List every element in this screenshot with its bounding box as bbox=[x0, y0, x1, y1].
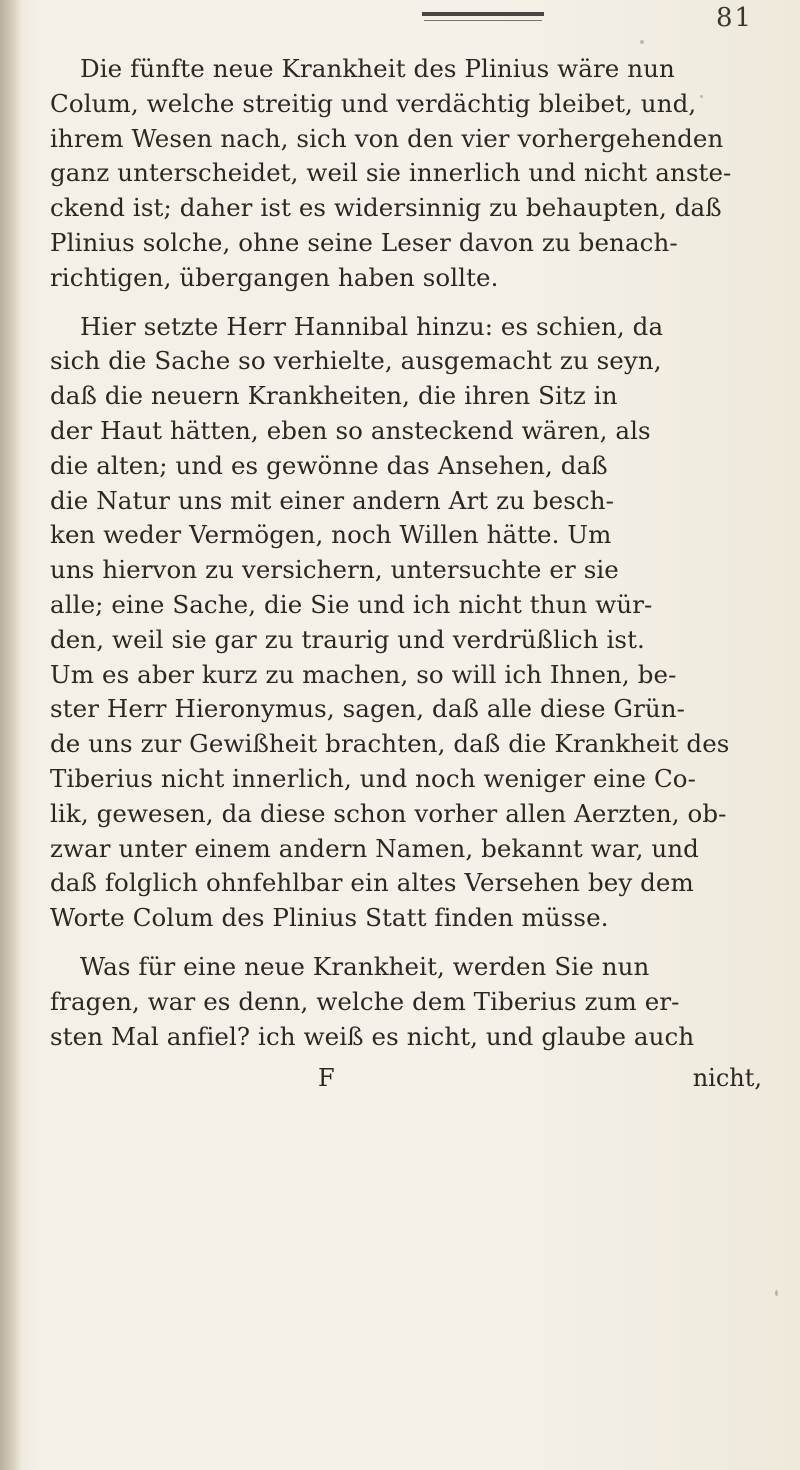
text-line: Die fünfte neue Krankheit des Plinius wäre nun bbox=[80, 54, 675, 83]
text-line: ster Herr Hieronymus, sagen, daß alle diese Grün- bbox=[50, 694, 686, 724]
header-rule-thick bbox=[422, 12, 544, 16]
paragraph-3 bbox=[50, 950, 770, 1054]
page-number: 81 bbox=[716, 3, 754, 33]
text-line: Tiberius nicht innerlich, und noch weniger eine Co- bbox=[50, 763, 697, 793]
text-line: die alten; und es gewönne das Ansehen, daß bbox=[50, 450, 608, 480]
text-line: ihrem Wesen nach, sich von den vier vorhergehenden bbox=[50, 123, 724, 153]
text-line: sich die Sache so verhielte, ausgemacht zu seyn, bbox=[50, 346, 662, 376]
header-rule-thin bbox=[424, 20, 542, 21]
text-line: der Haut hätten, eben so ansteckend wären, als bbox=[50, 415, 651, 445]
text-line: ganz unterscheidet, weil sie innerlich und nicht anste- bbox=[50, 158, 732, 188]
text-line: daß folglich ohnfehlbar ein altes Versehen bey dem bbox=[50, 868, 694, 898]
paper-speck bbox=[640, 40, 644, 44]
text-line: Plinius solche, ohne seine Leser davon zu benach- bbox=[50, 227, 678, 257]
text-line: Was für eine neue Krankheit, werden Sie nun bbox=[80, 951, 650, 981]
text-line: daß die neuern Krankheiten, die ihren Sitz in bbox=[50, 381, 618, 411]
signature-mark: F bbox=[318, 1064, 335, 1093]
text-line: lik, gewesen, da diese schon vorher allen Aerzten, ob- bbox=[50, 798, 727, 828]
text-line: de uns zur Gewißheit brachten, daß die Krankheit des bbox=[50, 729, 730, 759]
text-line: den, weil sie gar zu traurig und verdrüßlich ist. bbox=[50, 624, 645, 654]
gutter-shadow bbox=[0, 0, 22, 1470]
text-line: zwar unter einem andern Namen, bekannt war, und bbox=[50, 833, 699, 863]
text-line: uns hiervon zu versichern, untersuchte er sie bbox=[50, 555, 619, 585]
text-line: alle; eine Sache, die Sie und ich nicht thun wür- bbox=[50, 589, 653, 619]
page-footer bbox=[50, 1064, 770, 1104]
text-line: Hier setzte Herr Hannibal hinzu: es schien, da bbox=[80, 311, 664, 341]
text-line: sten Mal anfiel? ich weiß es nicht, und glaube auch bbox=[50, 1021, 695, 1051]
text-line: Worte Colum des Plinius Statt finden müsse. bbox=[50, 903, 609, 933]
text-line: die Natur uns mit einer andern Art zu besch- bbox=[50, 485, 614, 515]
catchword: nicht, bbox=[692, 1064, 762, 1093]
text-line: Colum, welche streitig und verdächtig bleibet, und, bbox=[50, 88, 697, 118]
paper-speck bbox=[700, 95, 703, 98]
text-line: fragen, war es denn, welche dem Tiberius zum er- bbox=[50, 986, 680, 1016]
paragraph-2 bbox=[50, 310, 770, 936]
paragraph-1 bbox=[50, 52, 770, 296]
paper-speck bbox=[775, 1290, 778, 1296]
body-text bbox=[50, 52, 770, 1104]
text-line: ckend ist; daher ist es widersinnig zu behaupten, daß bbox=[50, 193, 722, 223]
text-line: richtigen, übergangen haben sollte. bbox=[50, 262, 499, 292]
text-line: Um es aber kurz zu machen, so will ich Ihnen, be- bbox=[50, 659, 677, 689]
text-line: ken weder Vermögen, noch Willen hätte. Um bbox=[50, 520, 612, 550]
